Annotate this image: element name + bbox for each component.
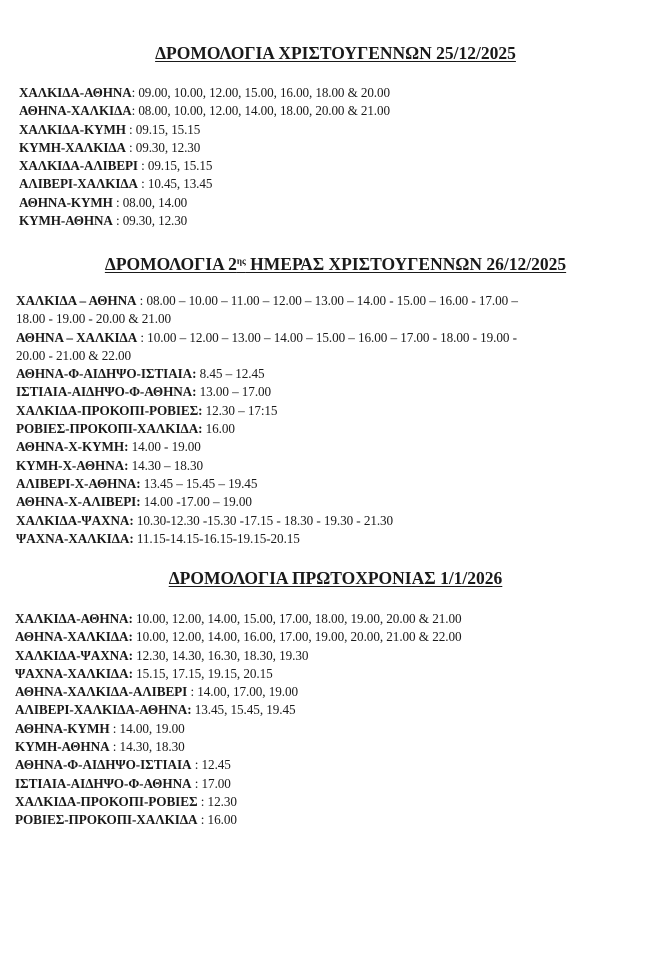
section-1-list xyxy=(19,84,671,230)
title-part: ΔΡΟΜΟΛΟΓΙΑ 2 xyxy=(104,254,237,274)
schedule-row xyxy=(15,701,667,719)
route-name: ΑΛΙΒΕΡΙ-Χ-ΑΘΗΝΑ: xyxy=(16,475,141,491)
schedule-row xyxy=(15,683,667,701)
route-name: ΑΘΗΝΑ-Φ-ΑΙΔΗΨΟ-ΙΣΤΙΑΙΑ xyxy=(15,757,192,773)
route-name: ΨΑΧΝΑ-ΧΑΛΚΙΔΑ: xyxy=(15,665,133,681)
schedule-row xyxy=(16,402,667,420)
schedule-row xyxy=(16,530,667,548)
route-name: ΑΛΙΒΕΡΙ-ΧΑΛΚΙΔΑ-ΑΘΗΝΑ: xyxy=(15,702,192,718)
route-times: : 10.45, 13.45 xyxy=(137,176,213,192)
schedule-row xyxy=(19,194,667,212)
schedule-row xyxy=(15,738,667,756)
route-name: ΑΛΙΒΕΡΙ-ΧΑΛΚΙΔΑ xyxy=(19,176,138,192)
route-name: ΙΣΤΙΑΙΑ-ΑΙΔΗΨΟ-Φ-ΑΘΗΝΑ xyxy=(15,775,192,791)
route-times: 8.45 – 12.45 xyxy=(196,366,265,382)
route-name: ΧΑΛΚΙΔΑ-ΑΘΗΝΑ: xyxy=(15,611,133,626)
route-times: : 14.30, 18.30 xyxy=(109,739,185,755)
route-name: ΑΘΗΝΑ-ΧΑΛΚΙΔΑ xyxy=(19,103,132,119)
route-times: 10.00, 12.00, 14.00, 16.00, 17.00, 19.00, 20.00, 21.00 & 22.00 xyxy=(132,629,462,645)
route-times: : 09.00, 10.00, 12.00, 15.00, 16.00, 18.00 & 20.00 xyxy=(131,85,390,100)
schedule-row xyxy=(15,720,667,738)
section-2-title xyxy=(0,253,671,275)
route-name: ΚΥΜΗ-ΑΘΗΝΑ xyxy=(15,739,110,755)
schedule-row xyxy=(16,512,667,530)
schedule-row xyxy=(15,793,667,811)
route-times: 14.00 - 19.00 xyxy=(128,439,201,455)
route-name: ΑΘΗΝΑ-Φ-ΑΙΔΗΨΟ-ΙΣΤΙΑΙΑ: xyxy=(16,366,197,382)
route-times: 11.15-14.15-16.15-19.15-20.15 xyxy=(133,530,300,546)
schedule-row xyxy=(16,329,667,347)
route-name: ΑΘΗΝΑ-ΚΥΜΗ xyxy=(15,720,110,736)
route-times: 14.30 – 18.30 xyxy=(128,457,204,473)
route-times: : 10.00 – 12.00 – 13.00 – 14.00 – 15.00 – 16.00 – 17.00 - 18.00 - 19.00 - xyxy=(137,329,517,345)
route-times: : 14.00, 17.00, 19.00 xyxy=(187,684,299,700)
route-times: 10.00, 12.00, 14.00, 15.00, 17.00, 18.00, 19.00, 20.00 & 21.00 xyxy=(132,611,462,626)
route-times: : 08.00, 14.00 xyxy=(112,194,188,210)
route-name: ΧΑΛΚΙΔΑ-ΑΛΙΒΕΡΙ xyxy=(19,158,138,174)
section-3-title: ΔΡΟΜΟΛΟΓΙΑ ΠΡΩΤΟΧΡΟΝΙΑΣ 1/1/2026 xyxy=(168,568,503,588)
route-name: ΧΑΛΚΙΔΑ-ΚΥΜΗ xyxy=(19,121,126,137)
schedule-row xyxy=(16,292,667,310)
route-times: 15.15, 17.15, 19.15, 20.15 xyxy=(132,665,273,681)
schedule-row xyxy=(16,475,667,493)
route-times: 12.30, 14.30, 16.30, 18.30, 19.30 xyxy=(132,647,309,663)
route-times: : 09.30, 12.30 xyxy=(125,139,201,155)
schedule-row xyxy=(15,610,667,628)
schedule-row xyxy=(19,84,667,102)
route-name: ΨΑΧΝΑ-ΧΑΛΚΙΔΑ: xyxy=(16,530,134,546)
route-times: : 17.00 xyxy=(191,775,231,791)
route-times: 12.30 – 17:15 xyxy=(202,402,278,418)
route-times-continued: 18.00 - 19.00 - 20.00 & 21.00 xyxy=(16,311,172,327)
route-name: ΑΘΗΝΑ-Χ-ΚΥΜΗ: xyxy=(16,439,129,455)
title-superscript: ης xyxy=(236,256,246,266)
route-name: ΚΥΜΗ-Χ-ΑΘΗΝΑ: xyxy=(16,457,129,473)
schedule-row xyxy=(19,139,667,157)
route-times: : 09.30, 12.30 xyxy=(112,213,188,229)
schedule-row xyxy=(19,121,667,139)
schedule-row xyxy=(16,493,667,511)
schedule-row xyxy=(16,383,667,401)
route-name: ΑΘΗΝΑ-ΧΑΛΚΙΔΑ-ΑΛΙΒΕΡΙ xyxy=(15,684,188,700)
schedule-row xyxy=(16,457,667,475)
route-times: : 08.00, 10.00, 12.00, 14.00, 18.00, 20.00 & 21.00 xyxy=(131,103,390,119)
route-times: 14.00 -17.00 – 19.00 xyxy=(140,494,252,510)
schedule-row xyxy=(19,212,667,230)
route-times: 16.00 xyxy=(202,421,235,437)
schedule-row xyxy=(19,102,667,120)
route-times: : 09.15, 15.15 xyxy=(125,121,201,137)
route-name: ΧΑΛΚΙΔΑ – ΑΘΗΝΑ xyxy=(16,293,137,308)
schedule-row xyxy=(15,665,667,683)
section-2-list xyxy=(16,292,671,548)
schedule-row xyxy=(19,175,667,193)
section-3-list xyxy=(15,610,671,830)
route-times: : 14.00, 19.00 xyxy=(109,720,185,736)
route-name: ΧΑΛΚΙΔΑ-ΠΡΟΚΟΠΙ-ΡΟΒΙΕΣ: xyxy=(16,402,203,418)
route-name: ΑΘΗΝΑ – ΧΑΛΚΙΔΑ xyxy=(16,329,138,345)
route-name: ΚΥΜΗ-ΧΑΛΚΙΔΑ xyxy=(19,139,126,155)
route-times: : 12.30 xyxy=(197,793,237,809)
schedule-row xyxy=(15,775,667,793)
route-times: : 16.00 xyxy=(197,812,237,828)
route-times: 13.00 – 17.00 xyxy=(196,384,272,400)
schedule-row xyxy=(19,157,667,175)
schedule-row xyxy=(16,438,667,456)
route-times: 13.45 – 15.45 – 19.45 xyxy=(140,475,258,491)
route-times: 10.30-12.30 -15.30 -17.15 - 18.30 - 19.30 - 21.30 xyxy=(133,512,394,528)
schedule-row xyxy=(15,647,667,665)
route-times: : 08.00 – 10.00 – 11.00 – 12.00 – 13.00 – 14.00 - 15.00 – 16.00 - 17.00 – xyxy=(136,293,518,308)
route-times: : 12.45 xyxy=(191,757,231,773)
route-name: ΡΟΒΙΕΣ-ΠΡΟΚΟΠΙ-ΧΑΛΚΙΔΑ: xyxy=(16,421,203,437)
route-name: ΚΥΜΗ-ΑΘΗΝΑ xyxy=(19,213,113,229)
route-name: ΑΘΗΝΑ-ΚΥΜΗ xyxy=(19,194,113,210)
route-name: ΧΑΛΚΙΔΑ-ΨΑΧΝΑ: xyxy=(15,647,133,663)
title-part: ΗΜΕΡΑΣ ΧΡΙΣΤΟΥΓΕΝΝΩΝ 26/12/2025 xyxy=(245,254,567,274)
schedule-row xyxy=(16,365,667,383)
schedule-row xyxy=(15,628,667,646)
route-name: ΑΘΗΝΑ-ΧΑΛΚΙΔΑ: xyxy=(15,629,133,645)
schedule-row xyxy=(16,420,667,438)
route-name: ΡΟΒΙΕΣ-ΠΡΟΚΟΠΙ-ΧΑΛΚΙΔΑ xyxy=(15,812,198,828)
schedule-row xyxy=(15,756,667,774)
schedule-row xyxy=(15,811,667,829)
route-times: 13.45, 15.45, 19.45 xyxy=(191,702,296,718)
route-name: ΑΘΗΝΑ-Χ-ΑΛΙΒΕΡΙ: xyxy=(16,494,141,510)
route-times-continued: 20.00 - 21.00 & 22.00 xyxy=(16,347,132,363)
route-name: ΧΑΛΚΙΔΑ-ΑΘΗΝΑ xyxy=(19,85,132,100)
route-times: : 09.15, 15.15 xyxy=(137,158,213,174)
route-name: ΧΑΛΚΙΔΑ-ΨΑΧΝΑ: xyxy=(16,512,134,528)
section-1-title: ΔΡΟΜΟΛΟΓΙΑ ΧΡΙΣΤΟΥΓΕΝΝΩΝ 25/12/2025 xyxy=(155,43,516,63)
route-name: ΧΑΛΚΙΔΑ-ΠΡΟΚΟΠΙ-ΡΟΒΙΕΣ xyxy=(15,793,198,809)
route-name: ΙΣΤΙΑΙΑ-ΑΙΔΗΨΟ-Φ-ΑΘΗΝΑ: xyxy=(16,384,197,400)
